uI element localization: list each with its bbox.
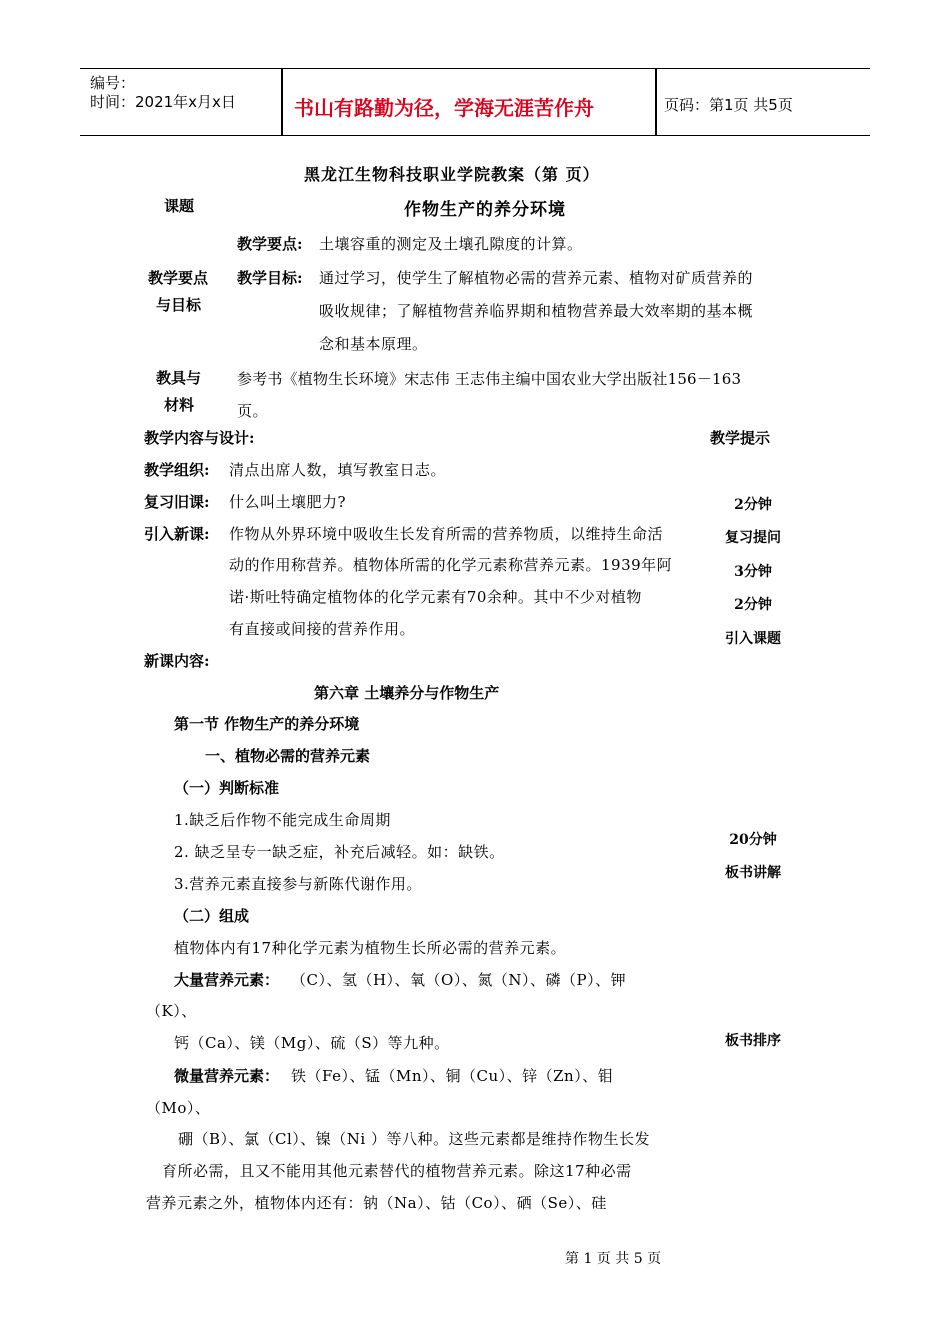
hint-note: 2分钟 <box>734 597 772 613</box>
micro-line: 营养元素之外，植物体内还有：钠（Na）、钴（Co）、硒（Se）、硅 <box>146 1194 607 1212</box>
objective-line: 念和基本原理。 <box>319 335 428 353</box>
hints-label: 教学提示 <box>710 429 771 447</box>
intro-line: 动的作用称营养。植物体所需的化学元素称营养元素。1939年阿 <box>229 556 673 574</box>
hint-note: 引入课题 <box>725 631 781 647</box>
goals-label-line2: 与目标 <box>156 296 202 314</box>
intro-line: 诺·斯吐特确定植物体的化学元素有70余种。其中不少对植物 <box>229 588 642 606</box>
date-label: 时间：2021年x月x日 <box>90 93 236 111</box>
new-content-label: 新课内容: <box>144 652 210 670</box>
objective-line: 通过学习，使学生了解植物必需的营养元素、植物对矿质营养的 <box>319 269 754 287</box>
review-text: 什么叫土壤肥力? <box>229 493 347 511</box>
micro-line: 育所必需，且又不能用其他元素替代的植物营养元素。除这17种必需 <box>162 1162 632 1180</box>
macro-line: （C）、氢（H）、氧（O）、氮（N）、磷（P）、钾 <box>291 971 627 989</box>
macro-line: （K）、 <box>146 1002 197 1020</box>
materials-label-line2: 材料 <box>164 396 195 414</box>
hint-note: 3分钟 <box>734 564 772 580</box>
key-points-text: 土壤容重的测定及土壤孔隙度的计算。 <box>319 235 583 253</box>
motto: 书山有路勤为径，学海无涯苦作舟 <box>294 96 594 120</box>
intro-label: 引入新课: <box>144 525 210 543</box>
criteria-item: 2. 缺乏呈专一缺乏症，补充后减轻。如：缺铁。 <box>174 843 505 861</box>
macro-label: 大量营养元素： <box>174 971 280 989</box>
topic-title: 作物生产的养分环境 <box>404 200 566 220</box>
subsection-heading: 一、植物必需的营养元素 <box>205 747 371 765</box>
school-title: 黑龙江生物科技职业学院教案（第 页） <box>304 165 600 184</box>
page-footer: 第 1 页 共 5 页 <box>565 1251 662 1267</box>
hint-note: 复习提问 <box>725 530 781 546</box>
review-label: 复习旧课: <box>144 493 210 511</box>
page-info: 页码：第1页 共5页 <box>664 96 793 114</box>
content-design-label: 教学内容与设计: <box>144 429 255 447</box>
organize-text: 清点出席人数，填写教室日志。 <box>229 461 447 479</box>
serial-label: 编号： <box>90 74 136 92</box>
intro-line: 有直接或间接的营养作用。 <box>229 620 416 638</box>
micro-label: 微量营养元素： <box>174 1067 280 1085</box>
objective-label: 教学目标: <box>237 269 303 287</box>
materials-line: 页。 <box>237 402 269 420</box>
criteria-item: 3.营养元素直接参与新陈代谢作用。 <box>174 875 422 893</box>
materials-line: 参考书《植物生长环境》宋志伟 王志伟主编中国农业大学出版社156－163 <box>237 370 742 388</box>
composition-heading: （二）组成 <box>174 907 250 925</box>
header-divider-left <box>281 68 283 136</box>
goals-label-line1: 教学要点 <box>148 269 209 287</box>
macro-line: 钙（Ca）、镁（Mg）、硫（S）等九种。 <box>174 1034 450 1052</box>
hint-note: 板书排序 <box>725 1033 781 1049</box>
intro-line: 作物从外界环境中吸收生长发育所需的营养物质，以维持生命活 <box>229 525 664 543</box>
hint-note: 2分钟 <box>734 497 772 513</box>
organize-label: 教学组织: <box>144 461 210 479</box>
criteria-item: 1.缺乏后作物不能完成生命周期 <box>174 811 391 829</box>
hint-note: 板书讲解 <box>725 865 781 881</box>
composition-text: 植物体内有17种化学元素为植物生长所必需的营养元素。 <box>174 939 567 957</box>
header-divider-right <box>655 68 657 136</box>
micro-line: 硼（B）、氯（Cl）、镍（Ni ）等八种。这些元素都是维持作物生长发 <box>178 1130 650 1148</box>
micro-line: 铁（Fe）、锰（Mn）、铜（Cu）、锌（Zn）、钼 <box>291 1067 614 1085</box>
hint-note: 20分钟 <box>729 832 777 848</box>
materials-label-line1: 教具与 <box>156 369 202 387</box>
section-heading: 第一节 作物生产的养分环境 <box>174 715 360 733</box>
topic-label: 课题 <box>164 197 195 215</box>
micro-line: （Mo）、 <box>146 1099 211 1117</box>
chapter-heading: 第六章 土壤养分与作物生产 <box>314 684 500 702</box>
objective-line: 吸收规律；了解植物营养临界期和植物营养最大效率期的基本概 <box>319 302 754 320</box>
criteria-heading: （一）判断标准 <box>174 779 280 797</box>
key-points-label: 教学要点: <box>237 235 303 253</box>
